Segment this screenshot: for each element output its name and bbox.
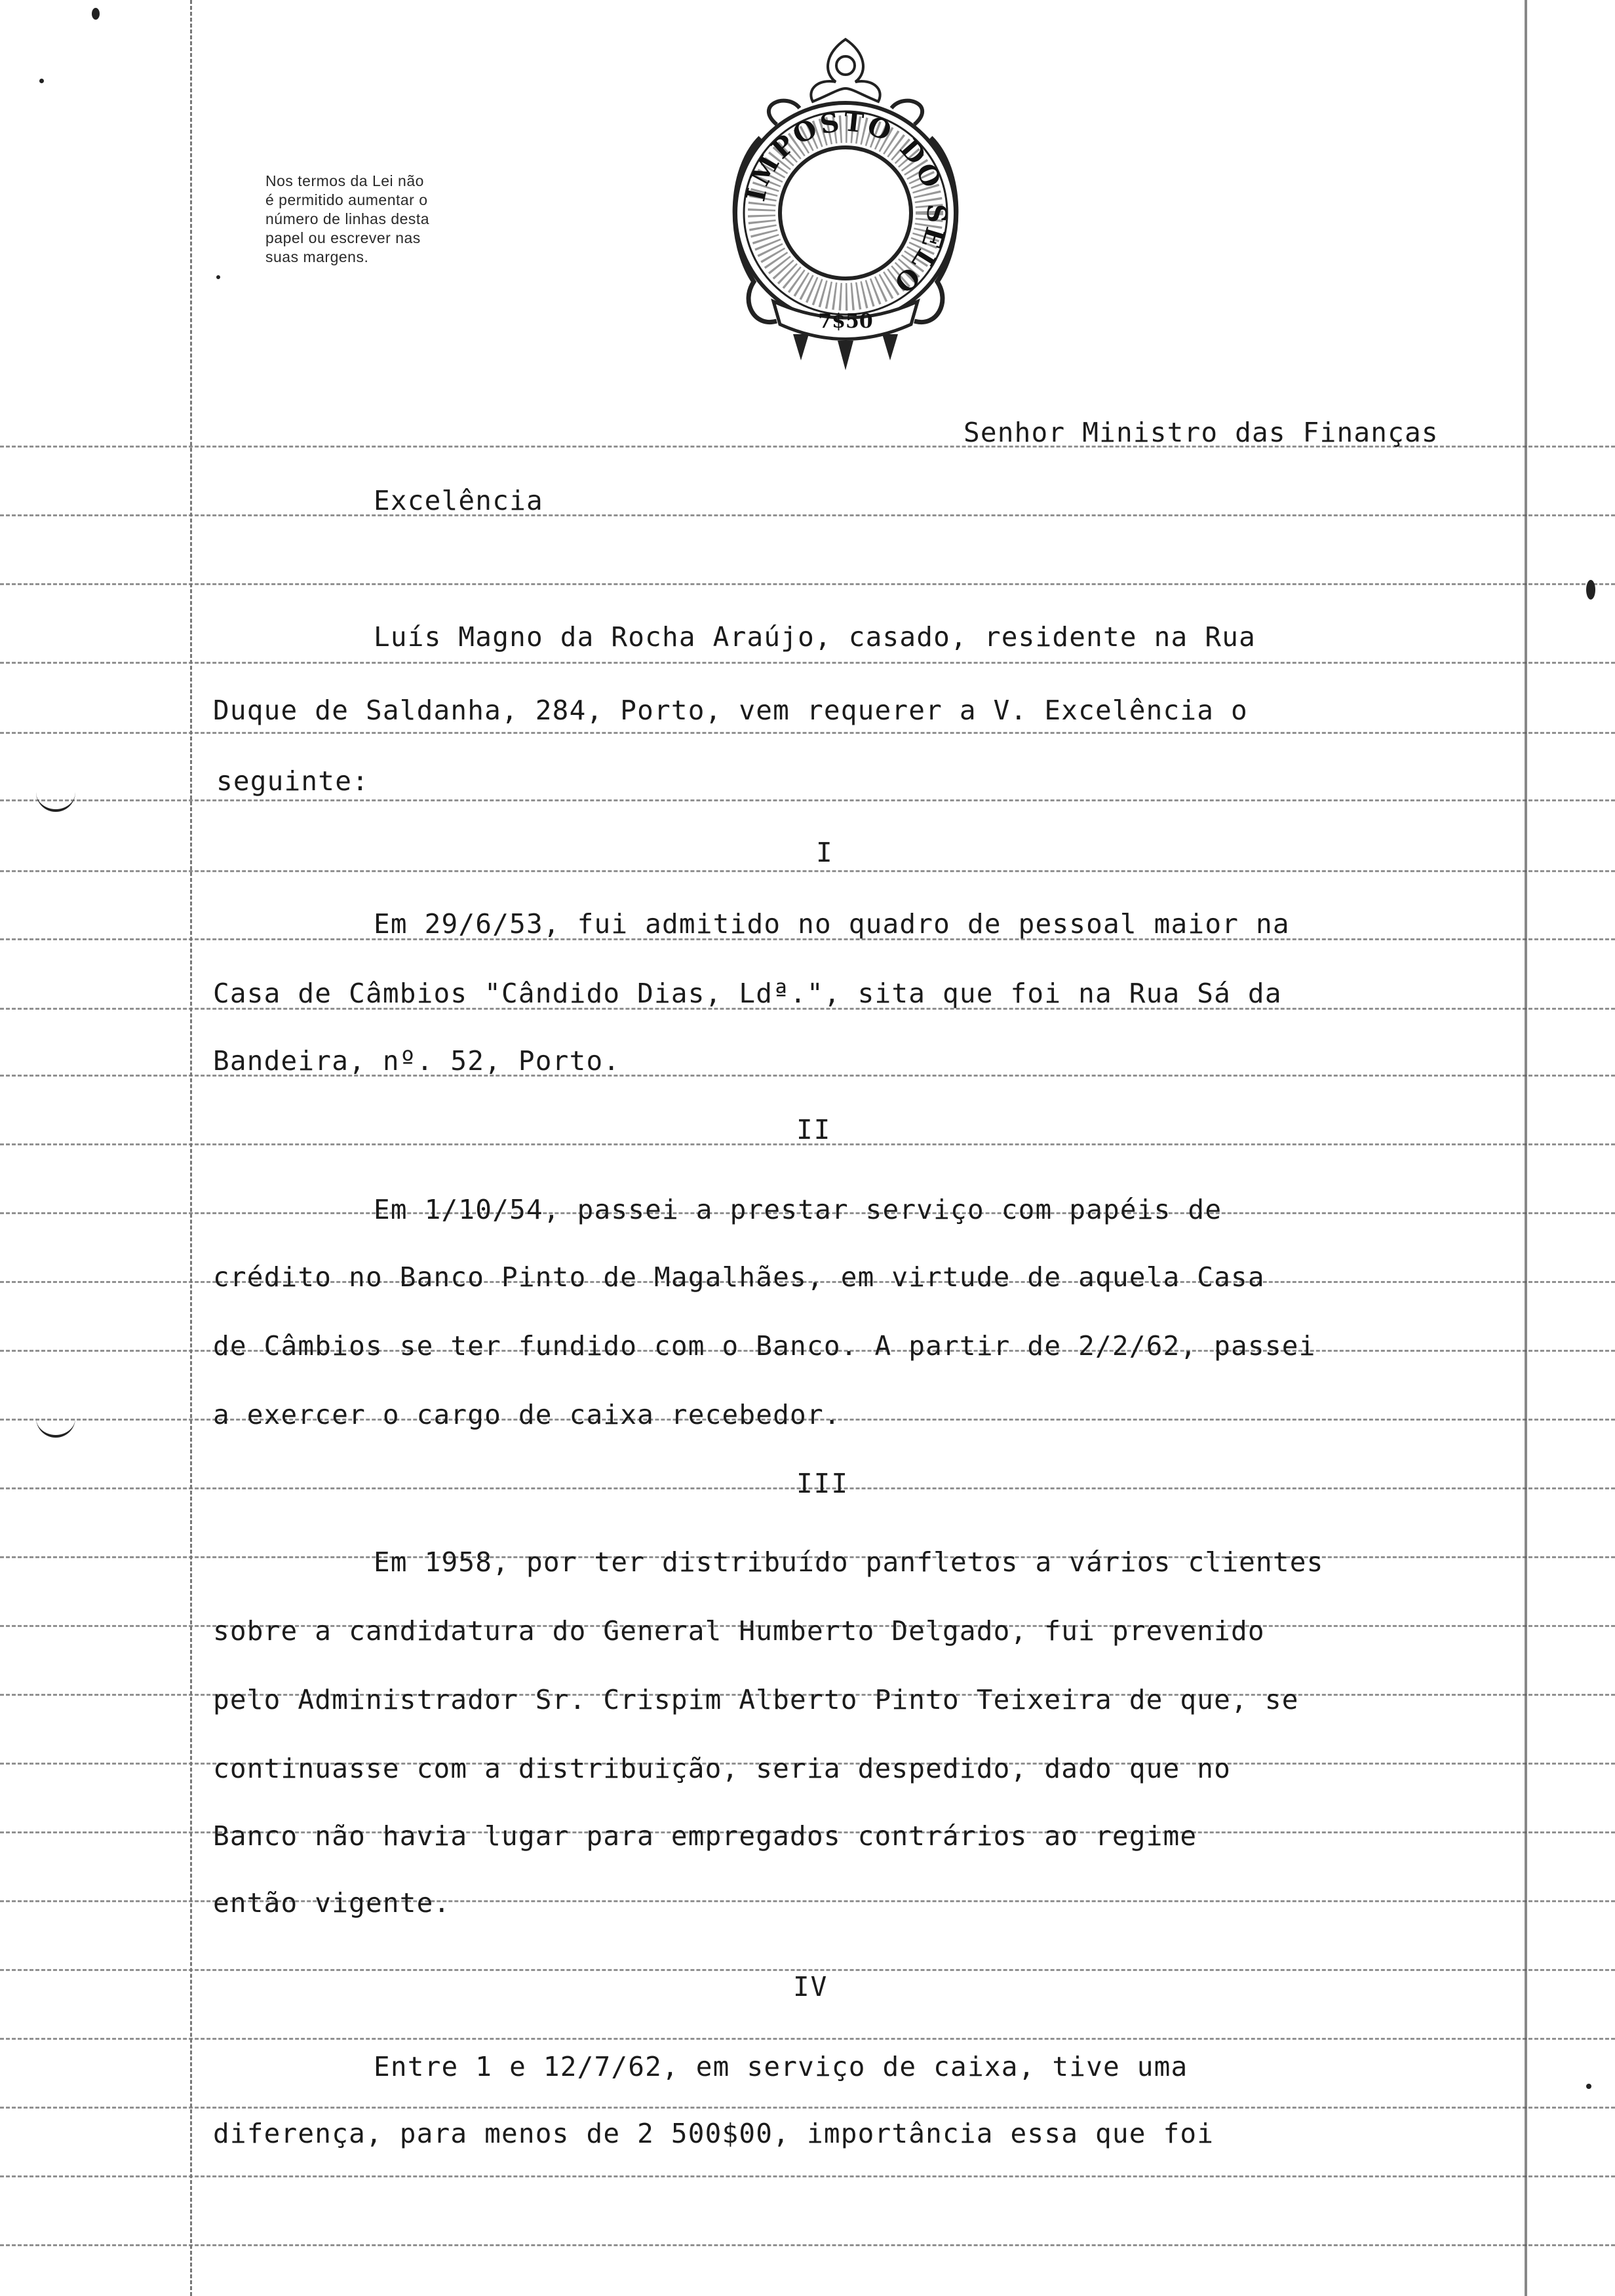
notice-line: Nos termos da Lei não xyxy=(265,172,424,189)
body-line: Em 1958, por ter distribuído panfletos a vários clientes xyxy=(374,1546,1324,1578)
fiscal-stamp-seal xyxy=(714,26,977,373)
notice-line: é permitido aumentar o xyxy=(265,191,428,208)
scan-speck xyxy=(39,79,44,83)
body-line: continuasse com a distribuição, seria despedido, dado que no xyxy=(213,1753,1232,1784)
ruled-line xyxy=(0,870,1615,872)
scan-speck xyxy=(1586,2084,1591,2089)
letter-addressee: Senhor Ministro das Finanças xyxy=(963,417,1439,448)
letter-salutation: Excelência xyxy=(374,485,543,516)
body-line: Luís Magno da Rocha Araújo, casado, residente na Rua xyxy=(374,621,1256,653)
notice-line: número de linhas desta xyxy=(265,210,430,227)
body-line: seguinte: xyxy=(216,765,369,797)
body-line: Casa de Câmbios "Cândido Dias, Ldª.", sita que foi na Rua Sá da xyxy=(213,978,1282,1009)
stamp-value: 7$50 xyxy=(818,310,873,333)
ruled-line xyxy=(0,799,1615,801)
left-margin-line xyxy=(190,0,192,2296)
body-line: a exercer o cargo de caixa recebedor. xyxy=(213,1399,841,1430)
notice-line: suas margens. xyxy=(265,248,369,265)
body-line: Banco não havia lugar para empregados contrários ao regime xyxy=(213,1820,1197,1852)
stamp-legend: IMPOSTO DO SELO xyxy=(740,106,952,301)
scan-mark xyxy=(36,783,75,812)
body-line: então vigente. xyxy=(213,1887,451,1919)
body-line: Entre 1 e 12/7/62, em serviço de caixa, tive uma xyxy=(374,2051,1188,2082)
section-numeral: III xyxy=(796,1468,849,1499)
ruled-line xyxy=(0,662,1615,664)
right-margin-line xyxy=(1525,0,1527,2296)
scan-speck xyxy=(92,8,100,20)
body-line: pelo Administrador Sr. Crispim Alberto Pinto Teixeira de que, se xyxy=(213,1684,1299,1715)
body-line: de Câmbios se ter fundido com o Banco. A partir de 2/2/62, passei xyxy=(213,1330,1316,1362)
body-line: Em 29/6/53, fui admitido no quadro de pessoal maior na xyxy=(374,908,1290,940)
ruled-line xyxy=(0,732,1615,734)
section-numeral: II xyxy=(796,1114,832,1145)
legal-margin-notice xyxy=(265,172,515,267)
ruled-line xyxy=(0,583,1615,585)
scan-speck xyxy=(1586,580,1595,600)
ruled-line xyxy=(0,2107,1615,2109)
body-line: sobre a candidatura do General Humberto Delgado, fui prevenido xyxy=(213,1615,1265,1647)
scan-speck xyxy=(216,275,220,279)
notice-line: papel ou escrever nas xyxy=(265,229,421,246)
ruled-line xyxy=(0,514,1615,516)
body-line: Em 1/10/54, passei a prestar serviço com papéis de xyxy=(374,1194,1222,1225)
body-line: diferença, para menos de 2 500$00, importância essa que foi xyxy=(213,2118,1215,2149)
body-line: crédito no Banco Pinto de Magalhães, em virtude de aquela Casa xyxy=(213,1261,1265,1293)
body-line: Bandeira, nº. 52, Porto. xyxy=(213,1045,621,1077)
ruled-line xyxy=(0,2244,1615,2246)
section-numeral: IV xyxy=(793,1971,828,2002)
ruled-line xyxy=(0,2175,1615,2177)
body-line: Duque de Saldanha, 284, Porto, vem requerer a V. Excelência o xyxy=(213,695,1248,726)
scan-mark xyxy=(36,1409,75,1438)
section-numeral: I xyxy=(816,837,834,868)
ruled-line xyxy=(0,2038,1615,2040)
